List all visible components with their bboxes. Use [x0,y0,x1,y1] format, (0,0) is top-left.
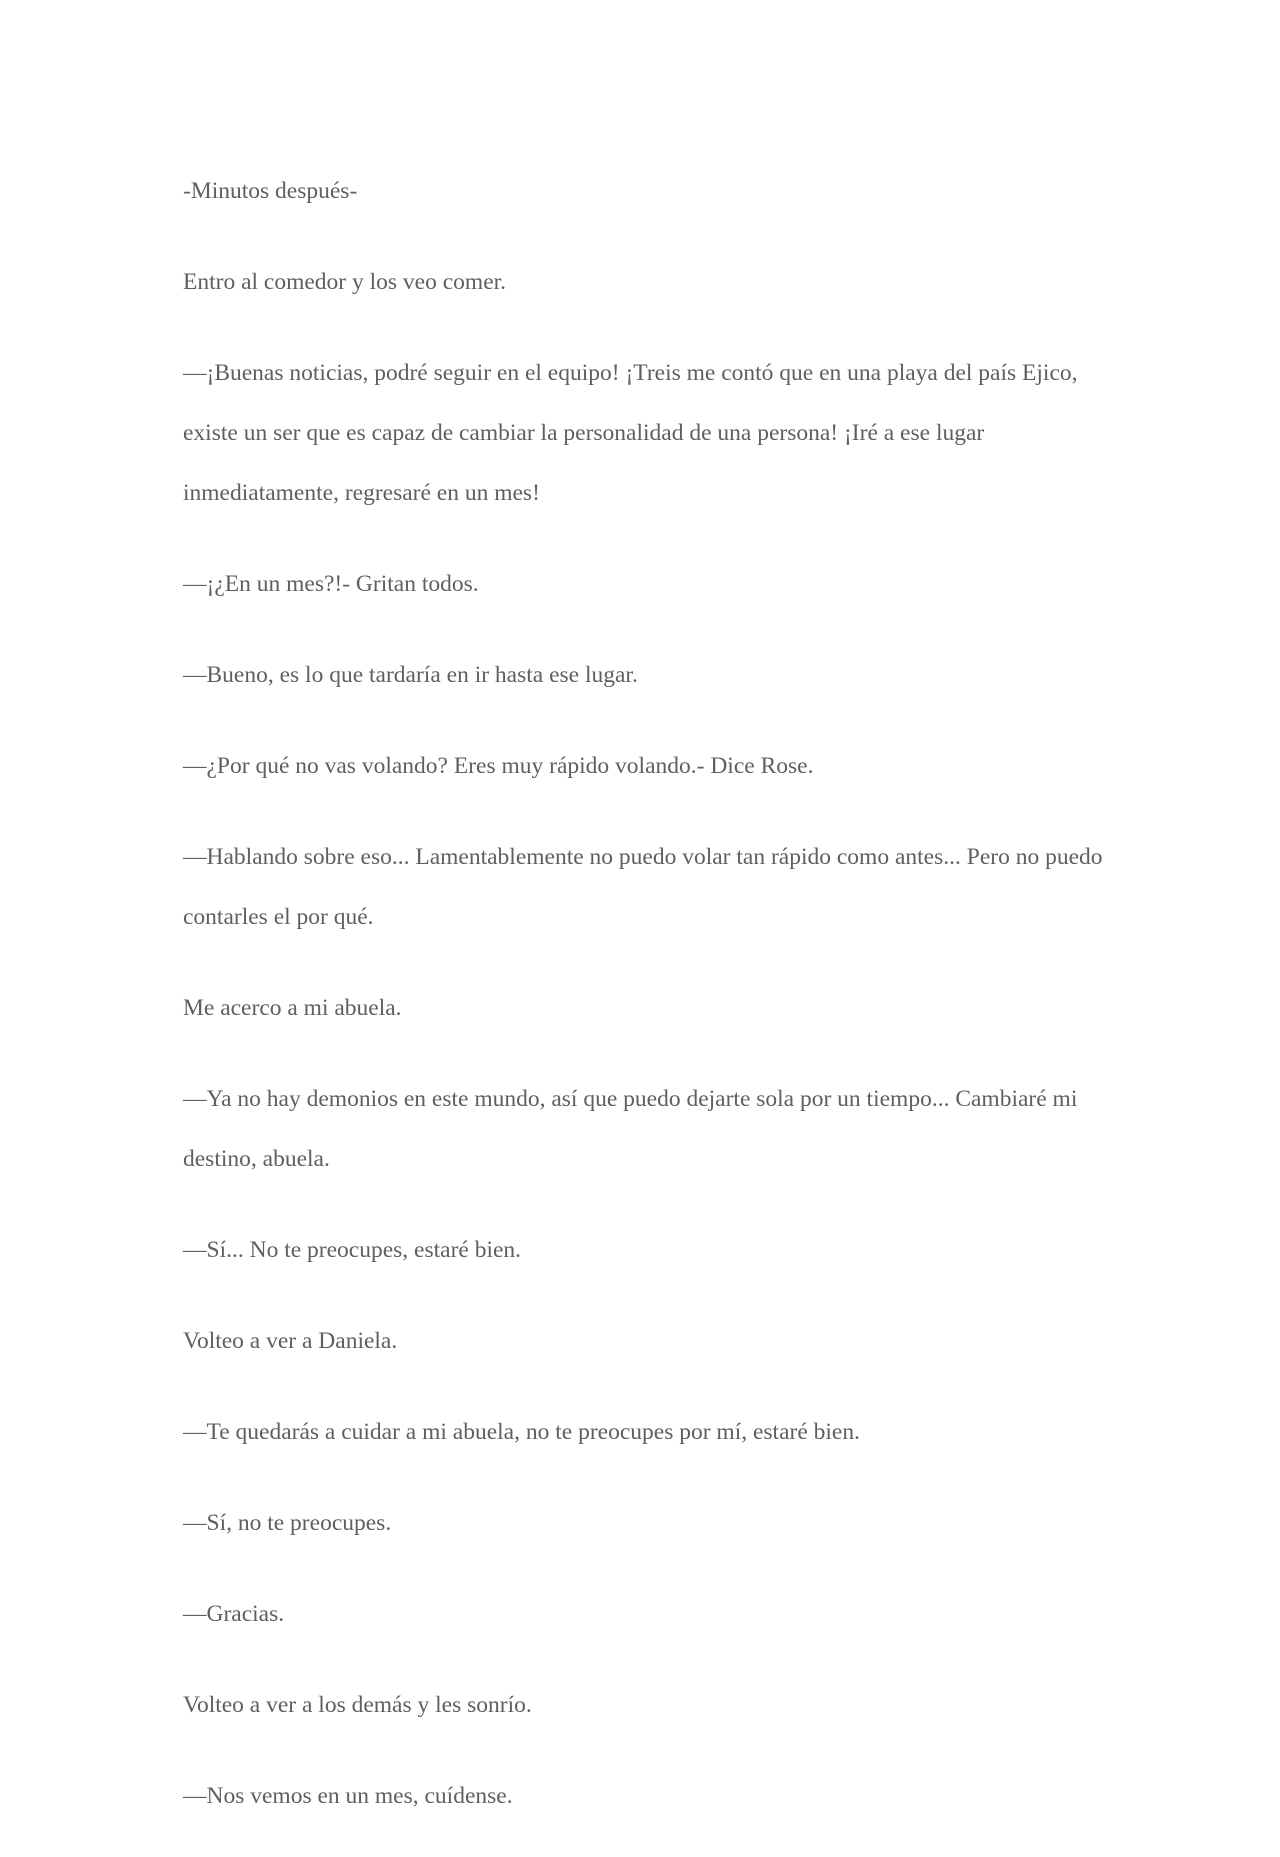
paragraph: —Te quedarás a cuidar a mi abuela, no te preocupes por mí, estaré bien. [183,1419,860,1445]
paragraph: —Sí... No te preocupes, estaré bien. [183,1237,522,1263]
paragraph: -Minutos después- [183,178,358,204]
paragraph: Volteo a ver a los demás y les sonrío. [183,1692,532,1718]
paragraph: —Ya no hay demonios en este mundo, así que puedo dejarte sola por un tiempo... Cambiaré mi destino, abuela. [183,1086,1078,1172]
paragraph: Volteo a ver a Daniela. [183,1328,398,1354]
paragraph: —¿Por qué no vas volando? Eres muy rápido volando.- Dice Rose. [183,753,814,779]
paragraph: —¡Buenas noticias, podré seguir en el equipo! ¡Treis me contó que en una playa del país Ejico, existe un ser que es capaz de cambiar la personalidad de una persona! ¡Iré a ese lugar inmediatamente, regresaré en un mes! [183,360,1078,506]
paragraph: Entro al comedor y los veo comer. [183,269,507,295]
paragraph: —¡¿En un mes?!- Gritan todos. [183,571,479,597]
paragraph: —Sí, no te preocupes. [183,1510,392,1536]
paragraph: —Bueno, es lo que tardaría en ir hasta ese lugar. [183,662,638,688]
paragraph: —Hablando sobre eso... Lamentablemente no puedo volar tan rápido como antes... Pero no puedo contarles el por qué. [183,844,1103,930]
document-body [183,176,1103,1857]
paragraph: Me acerco a mi abuela. [183,995,402,1021]
paragraph: —Gracias. [183,1601,285,1627]
paragraph: —Nos vemos en un mes, cuídense. [183,1783,513,1809]
